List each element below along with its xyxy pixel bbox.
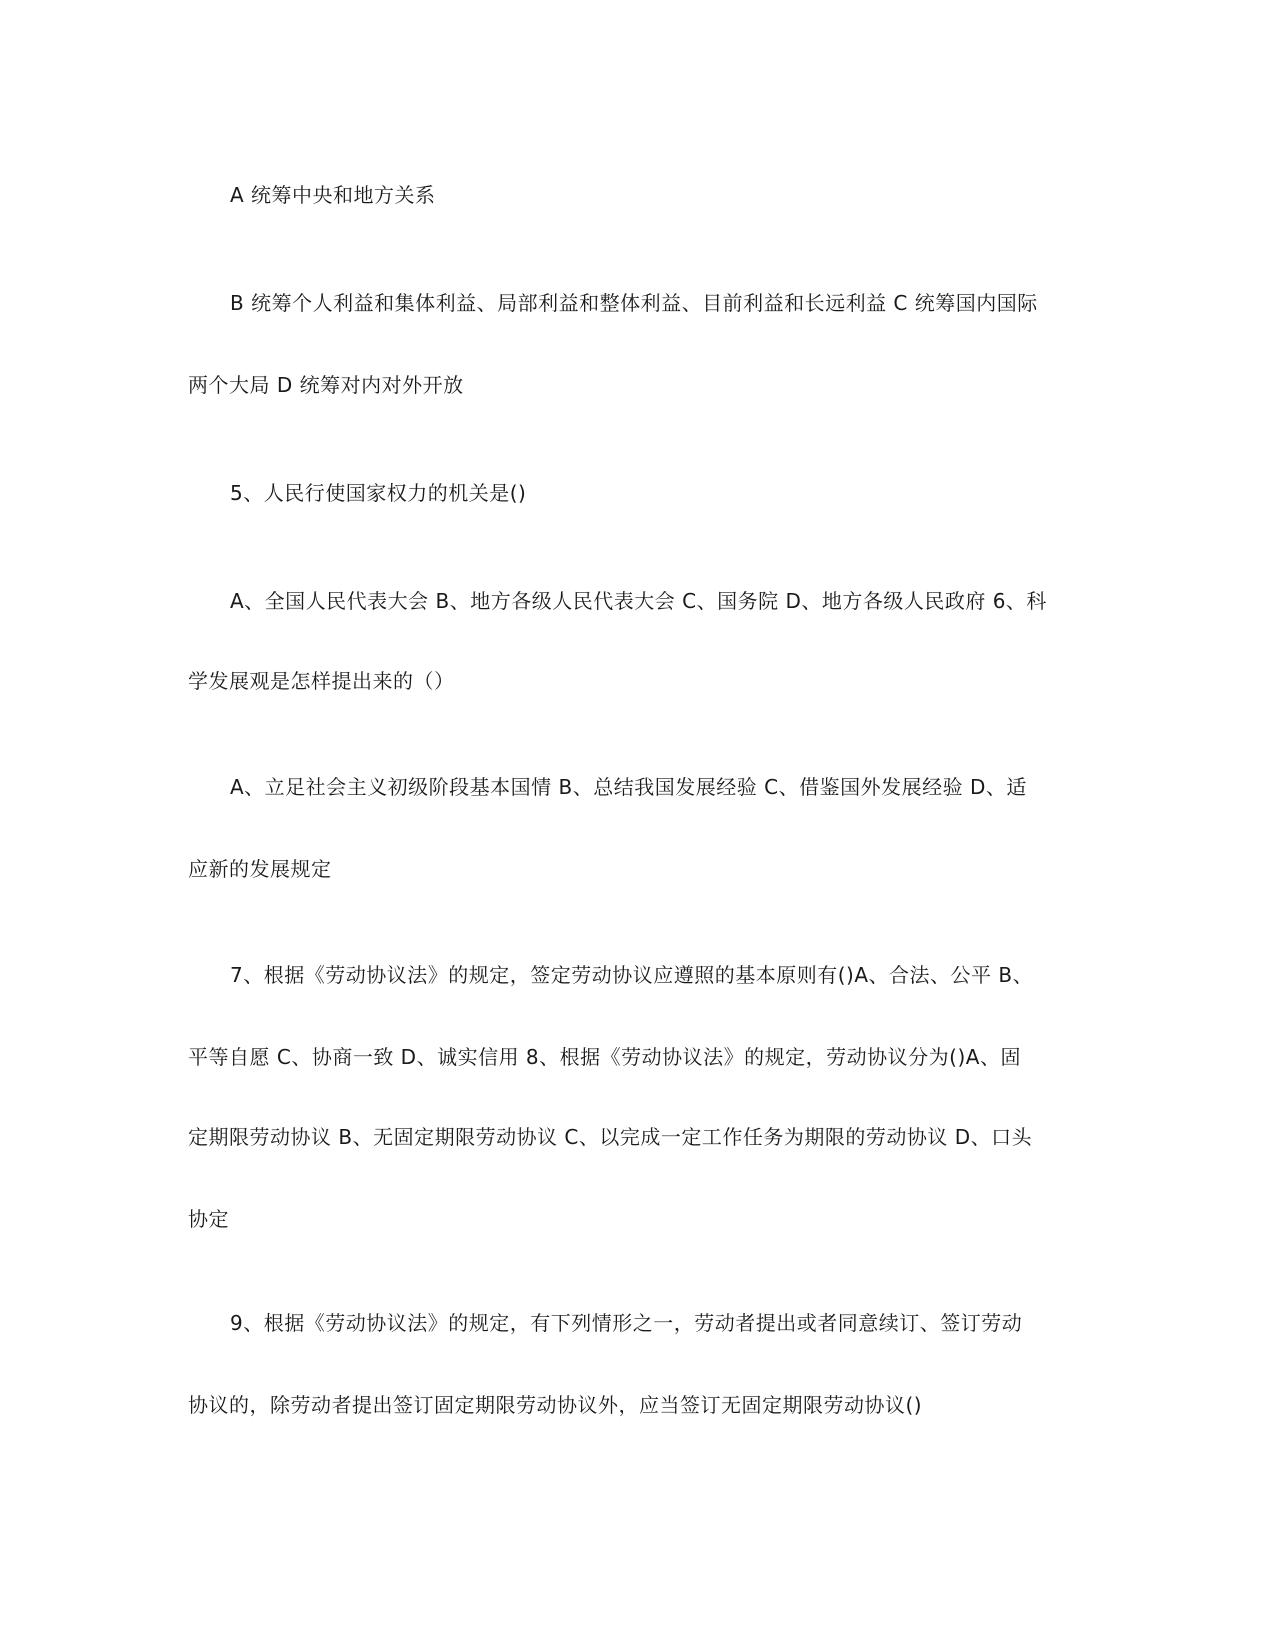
question-9: 9、根据《劳动协议法》的规定，有下列情形之一，劳动者提出或者同意续订、签订劳动	[230, 1311, 1023, 1335]
option-b-c-line: B 统筹个人利益和集体利益、局部利益和整体利益、目前利益和长远利益 C 统筹国内国际	[230, 291, 1038, 315]
question-8-options: 定期限劳动协议 B、无固定期限劳动协议 C、以完成一定工作任务为期限的劳动协议 D、口头	[188, 1125, 1033, 1149]
question-6-continuation: 学发展观是怎样提出来的（）	[188, 669, 455, 693]
question-5: 5、人民行使国家权力的机关是()	[230, 481, 527, 505]
option-c-d-continuation: 两个大局 D 统筹对内对外开放	[188, 373, 464, 397]
question-9-continuation: 协议的，除劳动者提出签订固定期限劳动协议外，应当签订无固定期限劳动协议()	[188, 1393, 923, 1417]
option-a-line: A 统筹中央和地方关系	[230, 183, 436, 207]
question-8-options-continuation: 协定	[188, 1207, 229, 1231]
question-5-options: A、全国人民代表大会 B、地方各级人民代表大会 C、国务院 D、地方各级人民政府 6、科	[230, 589, 1047, 613]
question-6-options-continuation: 应新的发展规定	[188, 857, 332, 881]
question-6-options: A、立足社会主义初级阶段基本国情 B、总结我国发展经验 C、借鉴国外发展经验 D、适	[230, 775, 1027, 799]
question-7: 7、根据《劳动协议法》的规定，签定劳动协议应遵照的基本原则有()A、合法、公平 B、	[230, 963, 1034, 987]
question-7-8-continuation: 平等自愿 C、协商一致 D、诚实信用 8、根据《劳动协议法》的规定，劳动协议分为()A、固	[188, 1045, 1021, 1069]
